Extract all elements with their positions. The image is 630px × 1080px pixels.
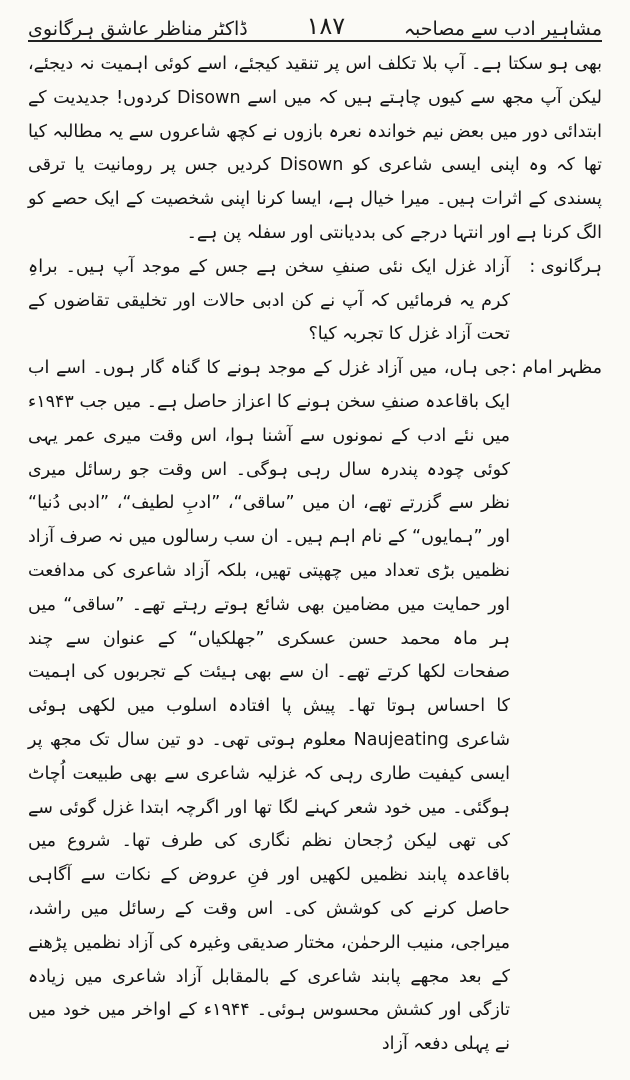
author-name: ڈاکٹر مناظر عاشق ہرگانوی	[28, 18, 248, 40]
book-title: مشاہیر ادب سے مصاحبہ	[403, 18, 602, 40]
answer-text: جی ہاں، میں آزاد غزل کے موجد ہونے کا گناہ گار ہوں۔ اسے اب ایک باقاعدہ صنفِ سخن ہونے کا اعزاز حاصل ہے۔ میں جب ۱۹۴۳ء میں نئے ادب کے نمونوں سے آشنا ہوا، اس وقت میری عمر یہی کوئی چودہ پندرہ سال رہی ہوگی۔ اس وقت جو رسائل میری نظر سے گزرتے تھے، ان میں ”ساقی“، ”ادبِ لطیف“، ”ادبی دُنیا“ اور ”ہمایوں“ کے نام اہم ہیں۔ ان سب رسالوں میں نہ صرف آزاد نظمیں بڑی تعداد میں چھپتی تھیں، بلکہ آزاد شاعری کی مدافعت اور حمایت میں مضامین بھی شائع ہوتے رہتے تھے۔ ”ساقی“ میں ہر ماہ محمد حسن عسکری ”جھلکیاں“ کے عنوان سے چند صفحات لکھا کرتے تھے۔ ان سے بھی ہیئت کے تجربوں کی اہمیت کا احساس ہوتا تھا۔ پیش پا افتادہ اسلوب میں لکھی ہوئی شاعری Naujeating معلوم ہوتی تھی۔ دو تین سال تک مجھ پر ایسی کیفیت طاری رہی کہ غزلیہ شاعری سے بھی طبیعت اُچاٹ ہوگئی۔ میں خود شعر کہنے لگا تھا اور اگرچہ ابتدا غزل گوئی سے کی تھی لیکن رُجحان نظم نگاری کی طرف تھا۔ شروع میں باقاعدہ پابند نظمیں لکھیں اور فنِ عروض کے نکات سے آگاہی حاصل کرنے کی کوشش کی۔ اس وقت کے رسائل میں راشد، میراجی، منیب الرحمٰن، مختار صدیقی وغیرہ کی آزاد نظمیں پڑھنے کے بعد مجھے پابند شاعری کے بالمقابل آزاد شاعری میں زیادہ تازگی اور کشش محسوس ہوئی۔ ۱۹۴۴ء کے اواخر میں خود میں نے پہلی دفعہ آزاد	[28, 358, 510, 1055]
paragraph-continuation: بھی ہو سکتا ہے۔ آپ بلا تکلف اس پر تنقید کیجئے، اسے کوئی اہمیت نہ دیجئے، لیکن آپ مجھ سے کیوں چاہتے ہیں کہ میں اسے Disown کردوں! جدیدیت کے ابتدائی دور میں بعض نیم خواندہ نعرہ بازوں نے کچھ شاعروں سے یہ مطالبہ کیا تھا کہ وہ اپنی ایسی شاعری کو Disown کردیں جس پر رومانیت یا ترقی پسندی کے اثرات ہیں۔ میرا خیال ہے، ایسا کرنا اپنی شخصیت کے ایک حصے کو الگ کرنا ہے اور انتہا درجے کی بددیانتی اور سفلہ پن ہے۔	[28, 54, 602, 243]
page-header	[28, 6, 602, 40]
speaker-label: مظہر امام :	[510, 358, 602, 379]
page-body	[28, 48, 602, 1055]
header-rule	[28, 40, 602, 42]
answer-block	[28, 352, 602, 1062]
page-number: ۱۸۷	[306, 12, 346, 40]
speaker-label: ہرگانوی :	[529, 256, 602, 277]
question-block	[28, 251, 602, 352]
question-text: آزاد غزل ایک نئی صنفِ سخن ہے جس کے موجد آپ ہیں۔ براہِ کرم یہ فرمائیں کہ آپ نے کن ادبی حالات اور تخلیقی تقاضوں کے تحت آزاد غزل کا تجربہ کیا؟	[28, 256, 510, 345]
